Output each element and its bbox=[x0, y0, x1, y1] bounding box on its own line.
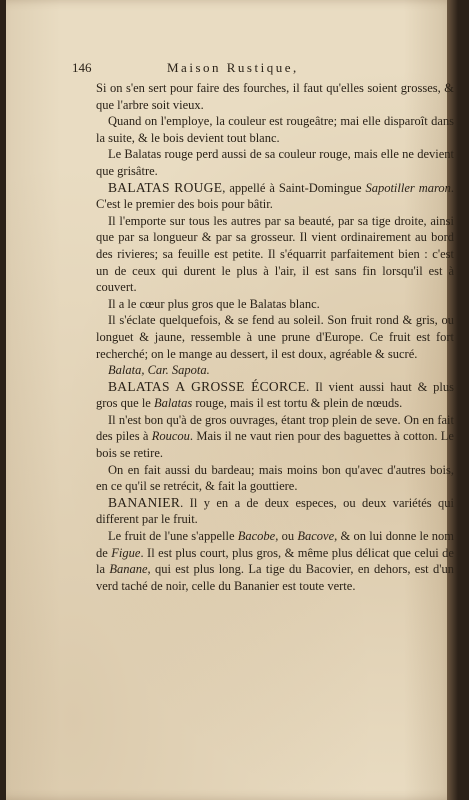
entry-heading: BALATAS A GROSSE ÉCORCE bbox=[108, 378, 307, 394]
paragraph: Il n'est bon qu'à de gros ouvrages, étant trop plein de seve. On en fait des piles à Roucou. Mais il ne vaut rien pour des baguettes à cotton. Le bois se retire. bbox=[96, 412, 454, 461]
paragraph: On en fait aussi du bardeau; mais moins bon qu'avec d'autres bois, en ce qu'il se retrécit, & fait la gouttiere. bbox=[96, 462, 454, 494]
botanical-reference: Balata, Car. Sapota. bbox=[108, 363, 210, 378]
paragraph: Le Balatas rouge perd aussi de sa couleur rouge, mais elle ne devient que grisâtre. bbox=[96, 147, 454, 178]
paragraph-entry-bananier: BANANIER. Il y en a de deux especes, ou deux variétés qui different par le fruit. bbox=[96, 494, 454, 527]
page-header bbox=[72, 60, 402, 78]
paragraph: Si on s'en sert pour faire des fourches, il faut qu'elles soient grosses, & que l'arbre soit vieux. bbox=[96, 81, 454, 112]
paragraph-entry-balatas-rouge: BALATAS ROUGE, appellé à Saint-Domingue Sapotiller maron. C'est le premier des bois pour bâtir. bbox=[96, 179, 455, 212]
paragraph: Il a le cœur plus gros que le Balatas blanc. bbox=[108, 296, 320, 311]
page-number: 146 bbox=[72, 60, 92, 75]
paragraph: Il s'éclate quelquefois, & se fend au soleil. Son fruit rond & gris, ou longuet & jaune, ressemble à une prune d'Europe. Ce fruit est fort recherché; on le mange au dessert, il est doux, agréable & sucré. bbox=[96, 313, 454, 361]
paragraph: Quand on l'employe, la couleur est rougeâtre; mai elle disparoît dans la suite, & le bois devient tout blanc. bbox=[96, 114, 454, 145]
text-body bbox=[96, 80, 454, 594]
book-page bbox=[6, 0, 458, 800]
paragraph: Le fruit de l'une s'appelle Bacobe, ou Bacove, & on lui donne le nom de Figue. Il est plus court, plus gros, & même plus délicat que celui de la Banane, qui est plus long. La tige du Bacovier, en dehors, est d'un verd taché de noir, celle du Bananier est toute verte. bbox=[96, 529, 455, 593]
entry-heading: BANANIER bbox=[108, 494, 181, 510]
paragraph: Il l'emporte sur tous les autres par sa beauté, par sa tige droite, ainsi que par sa longueur & par sa grosseur. Il vient ordinairement au bord des rivieres; sa feuille est petite. Il s'équarrit parfaitement bien : c'est un de ceux qui durent le plus à l'air, il est sans fin lorsqu'il est à couvert. bbox=[96, 213, 454, 295]
running-head: Maison Rustique, bbox=[167, 60, 299, 75]
entry-heading: BALATAS ROUGE bbox=[108, 179, 223, 195]
paragraph-entry-balatas-grosse-ecorce: BALATAS A GROSSE ÉCORCE. Il vient aussi haut & plus gros que le Balatas rouge, mais il est tortu & plein de nœuds. bbox=[96, 378, 454, 411]
